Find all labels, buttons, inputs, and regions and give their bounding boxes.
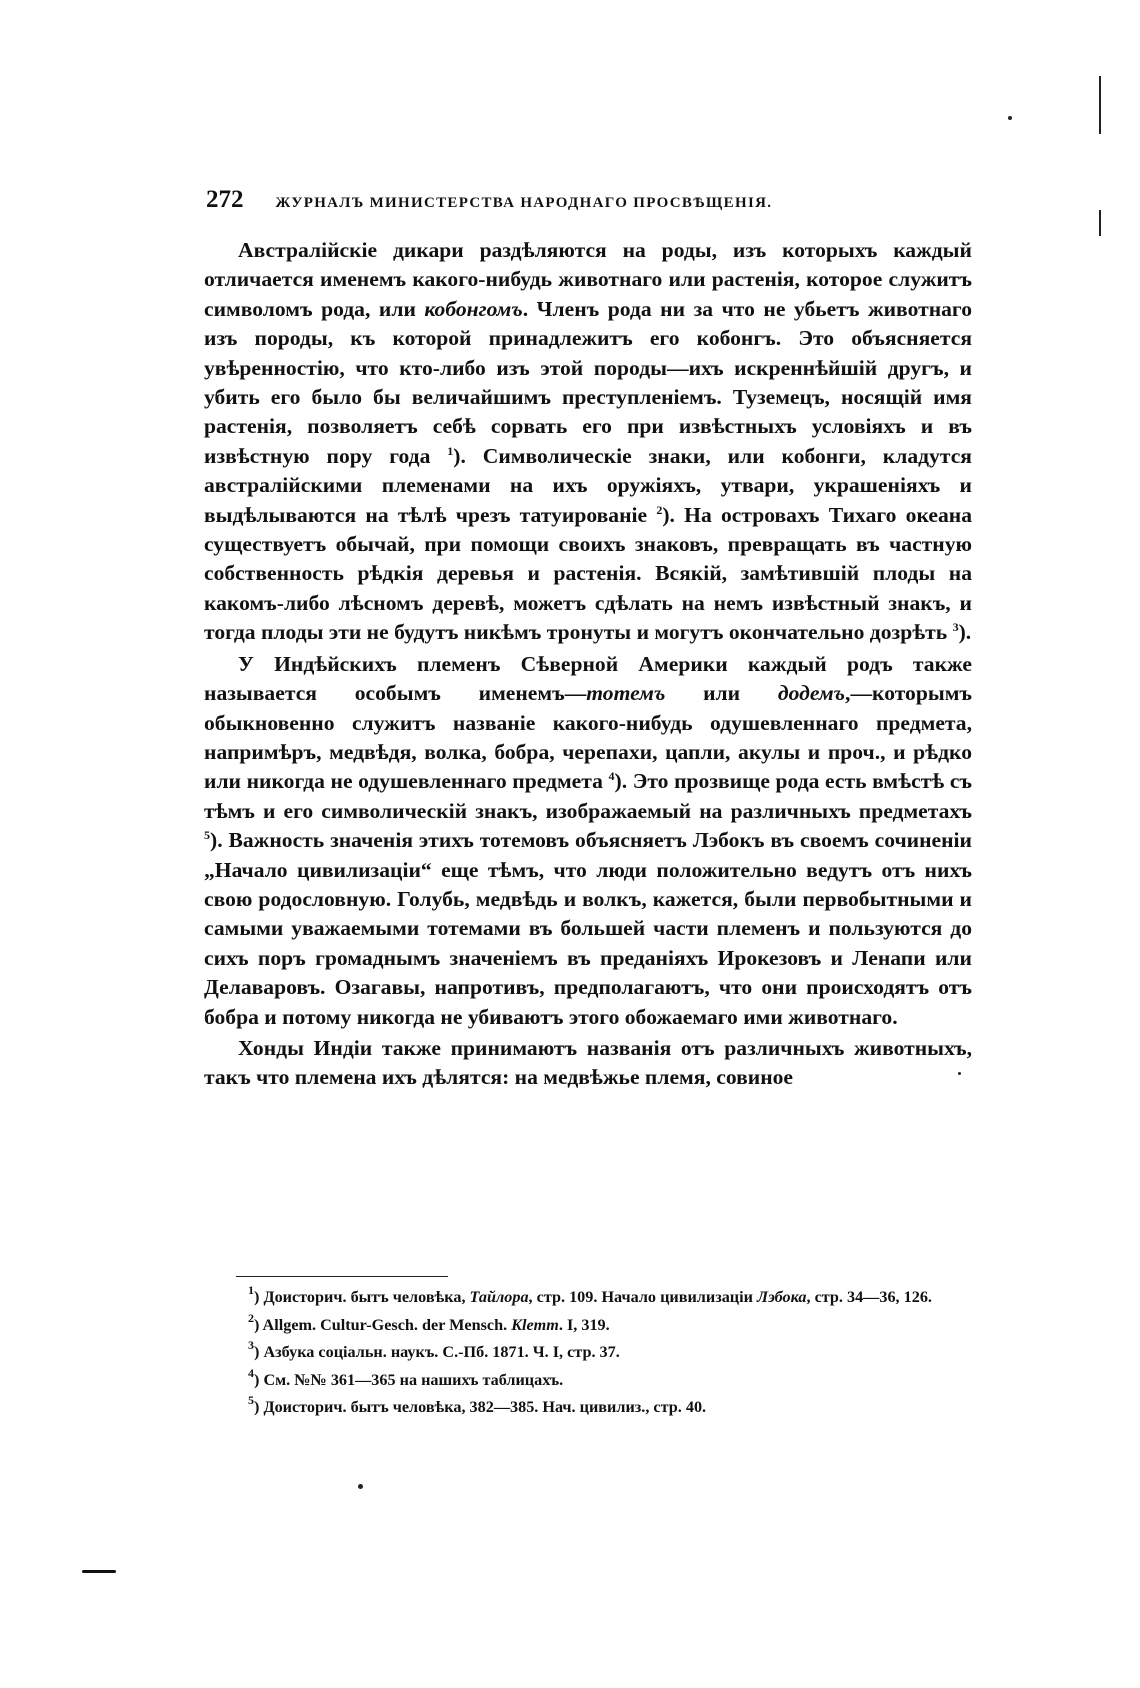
paragraph-america [204,650,972,1032]
footnote-ref-5: 5 [204,828,210,843]
italic-term-kobong: кобонгомъ [424,296,523,321]
text-run: У Индѣйскихъ племенъ Сѣверной Америки каждый родъ также называется особымъ именемъ— [204,651,972,706]
scan-speck [1008,116,1012,120]
footnote-italic: Тайлора [469,1288,529,1306]
footnote-mark: 2 [248,1310,254,1325]
footnotes [204,1284,972,1422]
footnote-1: $^1$) Доисторич. бытъ человѣка, Тайлора, стр. 109. Начало цивилизаціи Лэбока, стр. 34—36, 126. [248,1283,932,1306]
text-run: ). Важность значенія этихъ тотемовъ объясняетъ Лэбокъ въ своемъ сочиненіи „Начало цивилизаціи“ еще тѣмъ, что люди положительно ведутъ отъ нихъ свою родословную. Голубь, медвѣдь и волкъ, кажется, были первобытными и самыми уважаемыми тотемами въ большей части племенъ и пользуются до сихъ поръ громаднымъ значеніемъ въ преданіяхъ Ирокезовъ и Ленапи или Делаваровъ. Озагавы, напротивъ, предполагаютъ, что они происходятъ отъ бобра и потому никогда не убиваютъ этого обожаемаго ими животнаго. [204,828,972,1029]
text-run: Хонды Индіи также принимаютъ названія отъ различныхъ животныхъ, такъ что племена ихъ дѣлятся: на медвѣжье племя, совиное [204,1035,972,1090]
footnote-text: , стр. 109. Начало цивилизаціи [528,1288,757,1306]
page-header [206,186,966,216]
scan-edge-mark [1099,76,1101,134]
footnote-text: Allgem. Cultur-Gesch. der Mensch. [262,1315,512,1334]
scan-edge-mark [1099,210,1101,236]
scan-dash-mark [82,1570,116,1573]
footnote-text: , стр. 34—36, 126. [806,1288,932,1306]
footnote-text: Доисторич. бытъ человѣка, 382—385. Нач. цивилиз., стр. 40. [263,1398,707,1416]
footnote-mark: 4 [248,1365,254,1380]
paragraph-india [204,1034,972,1093]
footnote-ref-3: 3 [952,620,959,635]
footnote-text: См. №№ 361—365 на нашихъ таблицахъ. [263,1370,564,1389]
text-run: . Членъ рода ни за что не убьетъ животнаго изъ породы, къ которой принадлежитъ его кобонгъ. Это объясняется увѣренностію, что кто-либо изъ этой породы—ихъ искреннѣйшій другъ, и убить его было бы величайшимъ преступленіемъ. Туземецъ, носящій имя растенія, позволяетъ себѣ сорвать его при извѣстныхъ условіяхъ и въ извѣстную пору года [204,296,972,468]
text-run: или [665,681,778,706]
text-run: ). [958,620,972,645]
footnote-4: $^4$) См. №№ 361—365 на нашихъ таблицахъ. [248,1365,564,1389]
footnote-ref-1: 1 [447,443,454,458]
scan-speck [358,1484,363,1489]
italic-term-dodem: додемъ [777,681,846,706]
footnote-text: Доисторич. бытъ человѣка, [263,1288,470,1306]
main-text [204,236,972,1093]
italic-term-totem: тотемъ [586,681,666,706]
text-run: Австралійскіе дикари раздѣляются на роды, изъ которыхъ каждый отличается именемъ какого-нибудь животнаго или растенія, которое служитъ символомъ рода, или [204,238,972,321]
footnote-ref-2: 2 [656,502,663,517]
text-run: ). Символическіе знаки, или кобонги, кладутся австралійскими племенами на ихъ оружіяхъ, утвари, украшеніяхъ и выдѣлываются на тѣлѣ чрезъ татуированіе [204,443,972,527]
paragraph-australia [204,236,972,648]
footnote-text: . I, 319. [558,1315,610,1334]
footnote-5: $^5$) Доисторич. бытъ человѣка, 382—385. Нач. цивилиз., стр. 40. [248,1393,707,1416]
footnote-italic: Klemm [511,1315,559,1334]
footnote-3: $^3$) Азбука соціальн. наукъ. С.-Пб. 1871. Ч. I, стр. 37. [248,1338,620,1361]
running-title: ЖУРНАЛЪ МИНИСТЕРСТВА НАРОДНАГО ПРОСВѢЩЕНІЯ. [275,195,773,211]
footnote-2: $^2$) Allgem. Cultur-Gesch. der Mensch. Klemm. I, 319. [248,1310,610,1334]
footnote-mark: 5 [248,1393,254,1407]
page-number: 272 [206,186,244,213]
text-run: ,—которымъ обыкновенно служитъ названіе какого-нибудь одушевленнаго предмета, напримѣръ, медвѣдя, волка, бобра, черепахи, цапли, акулы и проч., и рѣдко или никогда не одушевленнаго предмета [204,681,972,794]
footnote-mark: 1 [248,1283,254,1297]
footnote-italic: Лэбока [757,1288,807,1306]
text-run: ). На островахъ Тихаго океана существуетъ обычай, при помощи своихъ знаковъ, превращать въ частную собственность рѣдкія деревья и растенія. Всякій, замѣтившій плоды на какомъ-либо лѣсномъ деревѣ, можетъ сдѣлать на немъ извѣстный знакъ, и тогда плоды эти не будутъ никѣмъ тронуты и могутъ окончательно дозрѣть [204,502,972,645]
text-run: ). Это прозвище рода есть вмѣстѣ съ тѣмъ и его символическій знакъ, изображаемый на различныхъ предметахъ [204,769,972,823]
footnote-mark: 3 [248,1338,254,1352]
footnote-separator [236,1276,448,1277]
footnote-text: Азбука соціальн. наукъ. С.-Пб. 1871. Ч. I, стр. 37. [263,1343,620,1361]
scan-speck [958,1072,961,1075]
footnote-ref-4: 4 [608,769,615,784]
